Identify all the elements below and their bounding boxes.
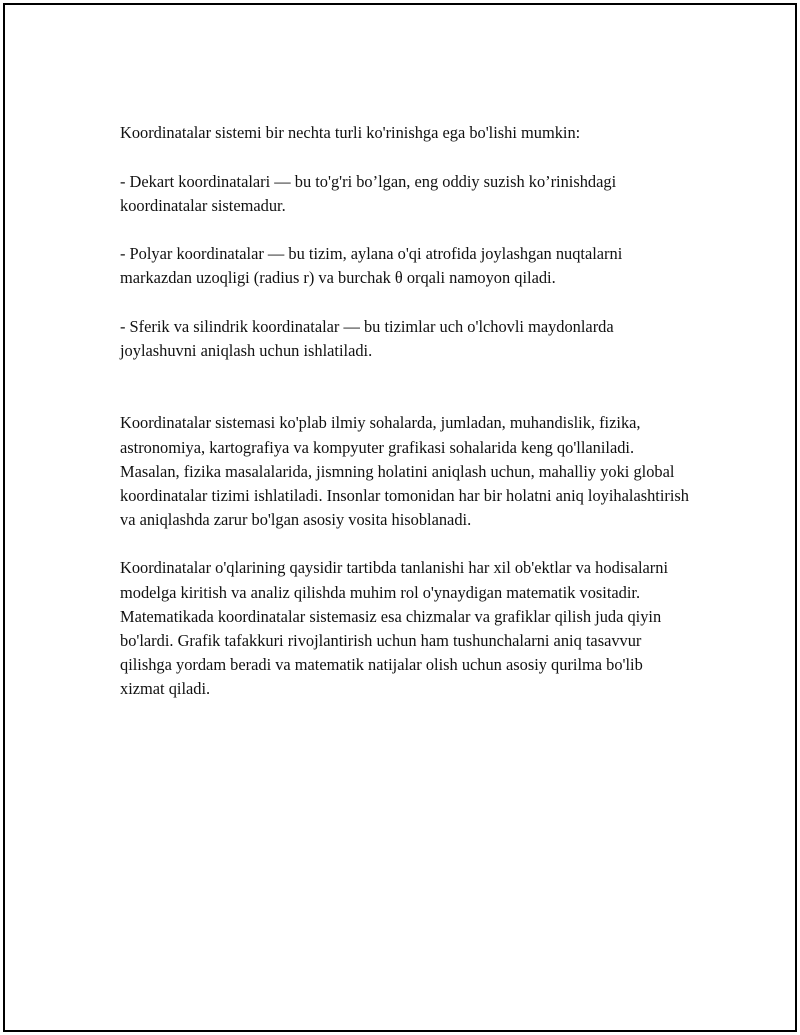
paragraph-importance: Koordinatalar o'qlarining qaysidir tartibda tanlanishi har xil ob'ektlar va hodisalarni modelga kiritish va analiz qilishda muhim rol o'ynaydigan matematik vositadir. Matematikada koordinatalar sistemasiz esa chizmalar va grafiklar qilish juda qiyin bo'lardi. Grafik tafakkuri rivojlantirish uchun ham tushunchalarni aniq tasavvur qilishga yordam beradi va matematik natijalar olish uchun asosiy qurilma bo'lib xizmat qiladi. — [120, 558, 669, 699]
paragraph-applications: Koordinatalar sistemasi ko'plab ilmiy sohalarda, jumladan, muhandislik, fizika, astronomiya, kartografiya va kompyuter grafikasi sohalarida keng qo'llaniladi. Masalan, fizika masalalarida, jismning holatini aniqlash uchun, mahalliy yoki global koordinatalar tizimi ishlatiladi. Insonlar tomonidan har bir holatni aniq loyihalashtirish va aniqlashda zarur bo'lgan asosiy vosita hisoblanadi. — [120, 413, 689, 530]
paragraph-intro-line: Koordinatalar sistemi bir nechta turli ko'rinishga ega bo'lishi mumkin: — [120, 123, 581, 143]
document-page — [3, 3, 797, 1032]
list-item-polar: - Polyar koordinatalar — bu tizim, aylana o'qi atrofida joylashgan nuqtalarni markazdan uzoqligi (radius r) va burchak θ orqali namoyon qiladi. — [120, 244, 623, 288]
document-body — [120, 97, 690, 726]
paragraph-coordinate-types — [120, 97, 690, 387]
list-item-cartesian: - Dekart koordinatalari — bu to'g'ri bo’lgan, eng oddiy suzish ko’rinishdagi koordinatalar sistemadur. — [120, 171, 617, 215]
list-item-spherical-cylindrical: - Sferik va silindrik koordinatalar — bu tizimlar uch o'lchovli maydonlarda joylashuvni aniqlash uchun ishlatiladi. — [120, 316, 614, 361]
